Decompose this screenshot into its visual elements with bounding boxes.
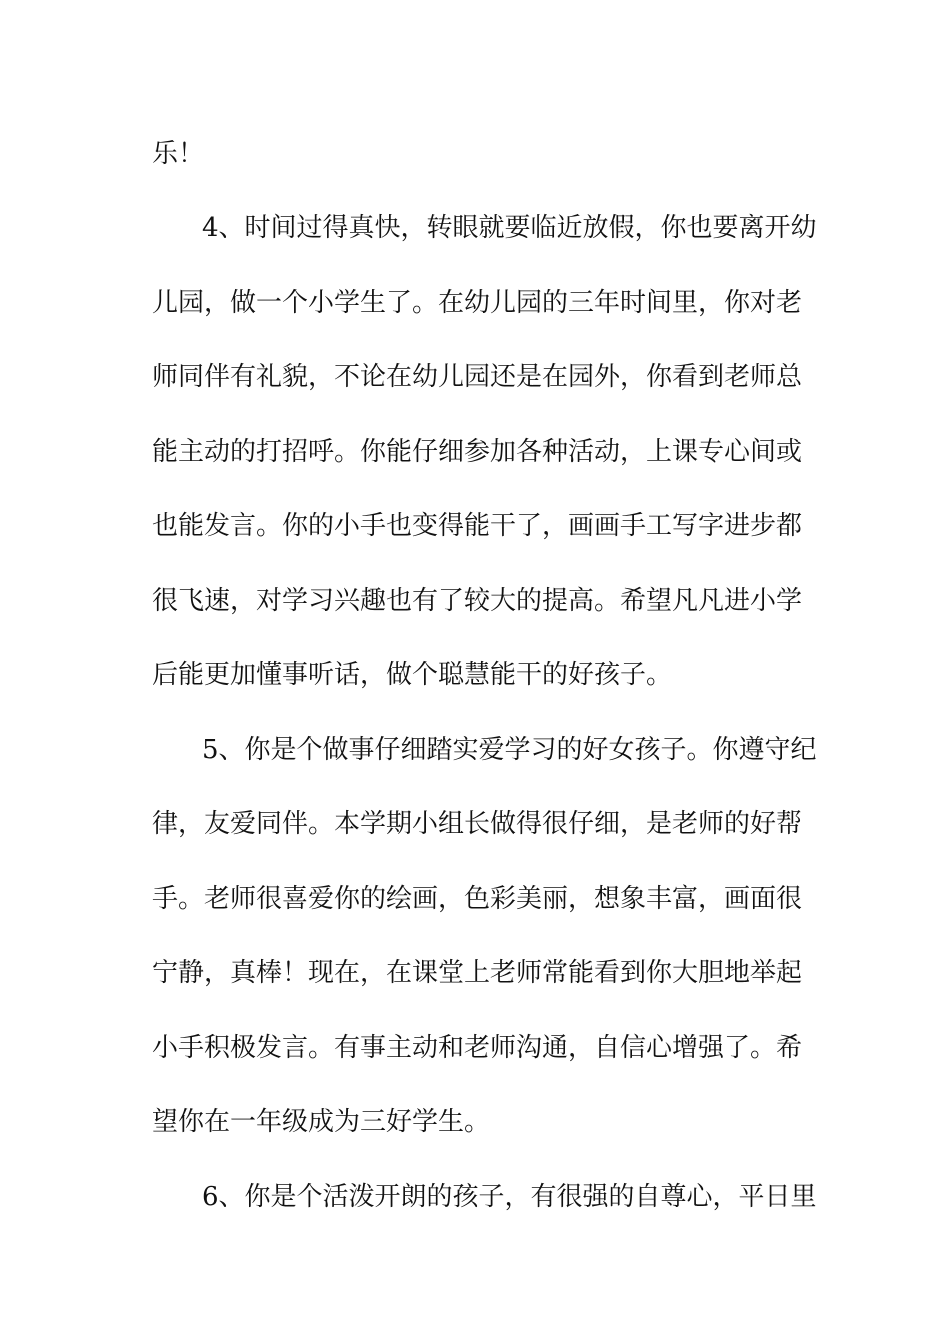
text-line: 乐！ [152,139,205,169]
text-line: 宁静，真棒！现在，在课堂上老师常能看到你大胆地举起 [152,958,803,988]
text-line: 后能更加懂事听话，做个聪慧能干的好孩子。 [152,660,673,690]
text-line: 律，友爱同伴。本学期小组长做得很仔细，是老师的好帮 [152,809,803,839]
text-line: 师同伴有礼貌，不论在幼儿园还是在园外，你看到老师总 [152,362,803,392]
paragraph-5-start: 5、你是个做事仔细踏实爱学习的好女孩子。你遵守纪 [202,735,817,765]
text-line: 手。老师很喜爱你的绘画，色彩美丽，想象丰富，画面很 [152,884,803,914]
text-line: 很飞速，对学习兴趣也有了较大的提高。希望凡凡进小学 [152,586,803,616]
paragraph-4-start: 4、时间过得真快，转眼就要临近放假，你也要离开幼 [202,213,817,243]
text-line: 儿园，做一个小学生了。在幼儿园的三年时间里，你对老 [152,288,803,318]
text-line: 望你在一年级成为三好学生。 [152,1107,491,1137]
text-line: 小手积极发言。有事主动和老师沟通，自信心增强了。希 [152,1033,803,1063]
paragraph-6-start: 6、你是个活泼开朗的孩子，有很强的自尊心，平日里 [202,1182,817,1212]
text-line: 也能发言。你的小手也变得能干了，画画手工写字进步都 [152,511,803,541]
text-line: 能主动的打招呼。你能仔细参加各种活动，上课专心间或 [152,437,803,467]
